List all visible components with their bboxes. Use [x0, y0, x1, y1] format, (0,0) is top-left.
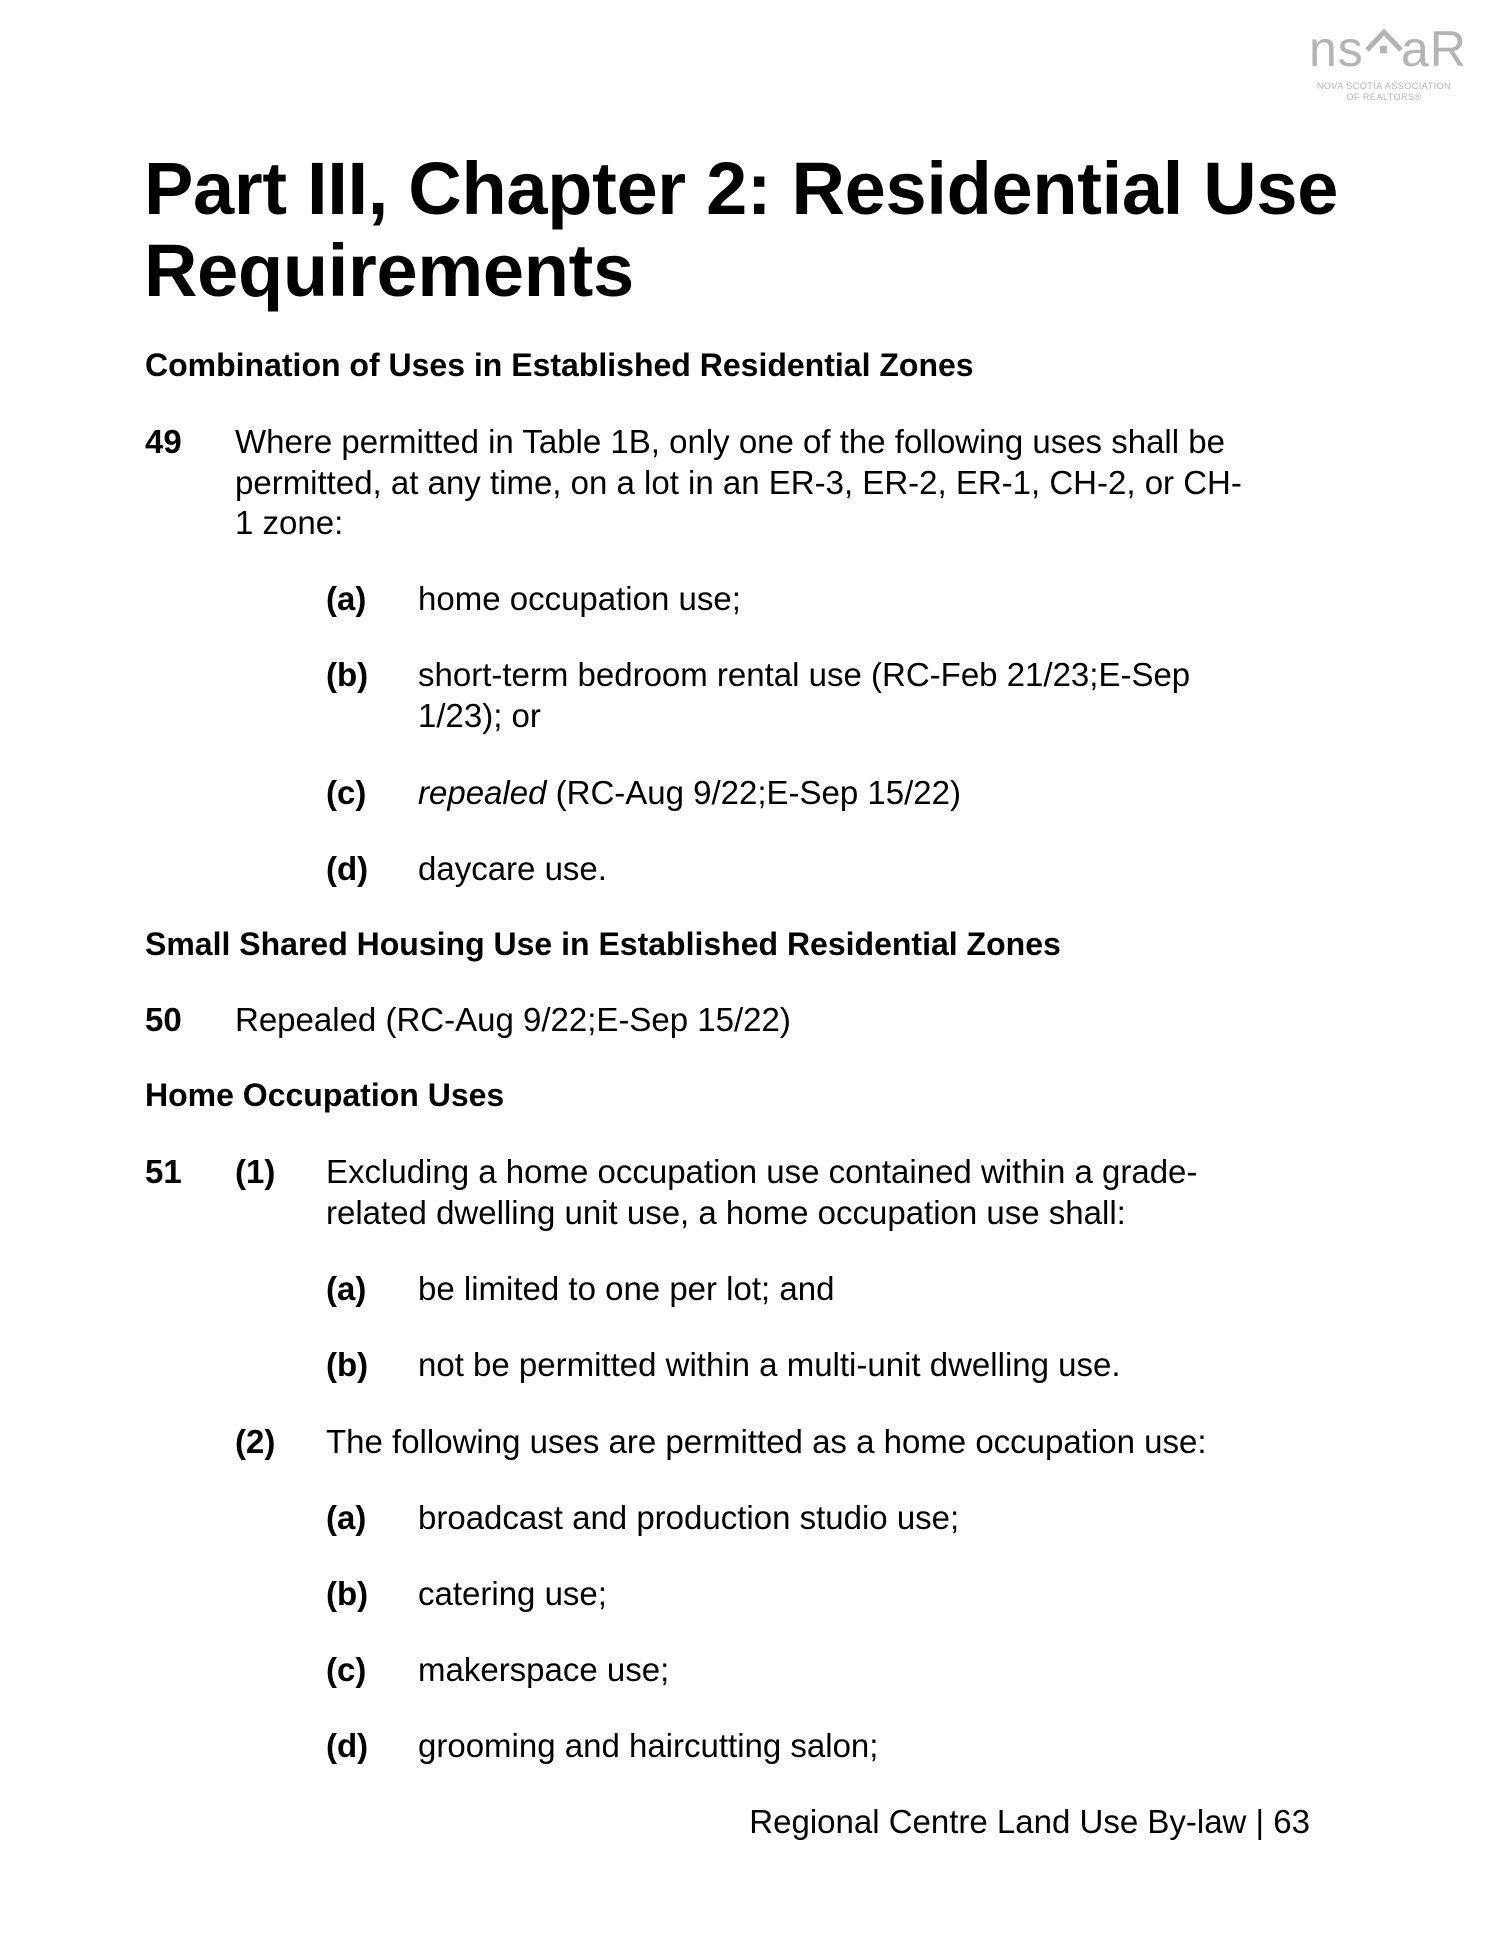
item-text: not be permitted within a multi-unit dwelling use.	[418, 1346, 1121, 1383]
logo-subtitle-2: OF REALTORS®	[1346, 92, 1422, 102]
logo-mark	[1304, 21, 1467, 81]
item-label: (b)	[326, 1575, 369, 1612]
item-label: (d)	[326, 850, 369, 887]
section-number: 49	[145, 423, 182, 460]
svg-text:ns: ns	[1309, 21, 1364, 77]
section-number: 50	[145, 1001, 182, 1038]
item-label: (b)	[326, 656, 369, 693]
text: (RC-Aug 9/22;E-Sep 15/22)	[546, 774, 961, 811]
section-49-text	[235, 422, 1242, 544]
subsection-label: (1)	[235, 1153, 276, 1190]
item-label: (d)	[326, 1727, 369, 1764]
item-text: grooming and haircutting salon;	[418, 1727, 879, 1764]
item-text: daycare use.	[418, 850, 607, 887]
text-line: Where permitted in Table 1B, only one of the following uses shall be	[235, 423, 1225, 460]
item-text: broadcast and production studio use;	[418, 1499, 960, 1536]
text-line: Excluding a home occupation use contained within a grade-	[326, 1153, 1198, 1190]
subsection-text: The following uses are permitted as a home occupation use:	[326, 1423, 1207, 1460]
italic-text: repealed	[418, 774, 547, 811]
page-footer: Regional Centre Land Use By-law | 63	[749, 1803, 1310, 1840]
item-text	[418, 655, 1190, 736]
item-label: (a)	[326, 1270, 367, 1307]
section-heading: Home Occupation Uses	[145, 1077, 505, 1113]
item-text	[418, 773, 961, 814]
text-line: permitted, at any time, on a lot in an ER-3, ER-2, ER-1, CH-2, or CH-	[235, 463, 1242, 501]
section-heading: Small Shared Housing Use in Established Residential Zones	[145, 926, 1061, 962]
item-label: (a)	[326, 1499, 367, 1536]
item-text: be limited to one per lot; and	[418, 1270, 835, 1307]
logo-subtitle: NOVA SCOTIA ASSOCIATION	[1316, 81, 1452, 91]
subsection-label: (2)	[235, 1423, 276, 1460]
subsection-text	[326, 1152, 1197, 1233]
item-label: (b)	[326, 1346, 369, 1383]
section-number: 51	[145, 1153, 182, 1190]
item-label: (c)	[326, 774, 367, 811]
item-text: catering use;	[418, 1575, 607, 1612]
item-label: (c)	[326, 1651, 367, 1688]
item-label: (a)	[326, 580, 367, 617]
text-line: short-term bedroom rental use (RC-Feb 21/23;E-Sep	[418, 656, 1191, 693]
item-text: makerspace use;	[418, 1651, 670, 1688]
item-text: home occupation use;	[418, 580, 741, 617]
svg-text:aR: aR	[1401, 21, 1467, 77]
title-line: Requirements	[144, 229, 634, 312]
section-heading: Combination of Uses in Established Residential Zones	[145, 347, 974, 383]
nsar-logo	[1304, 21, 1467, 104]
text-line: related dwelling unit use, a home occupation use shall:	[326, 1193, 1126, 1231]
text-line: 1/23); or	[418, 696, 541, 734]
section-50-text: Repealed (RC-Aug 9/22;E-Sep 15/22)	[235, 1001, 791, 1038]
text-line: 1 zone:	[235, 504, 344, 541]
title-line: Part III, Chapter 2: Residential Use	[144, 147, 1339, 230]
page-title	[144, 148, 1338, 312]
